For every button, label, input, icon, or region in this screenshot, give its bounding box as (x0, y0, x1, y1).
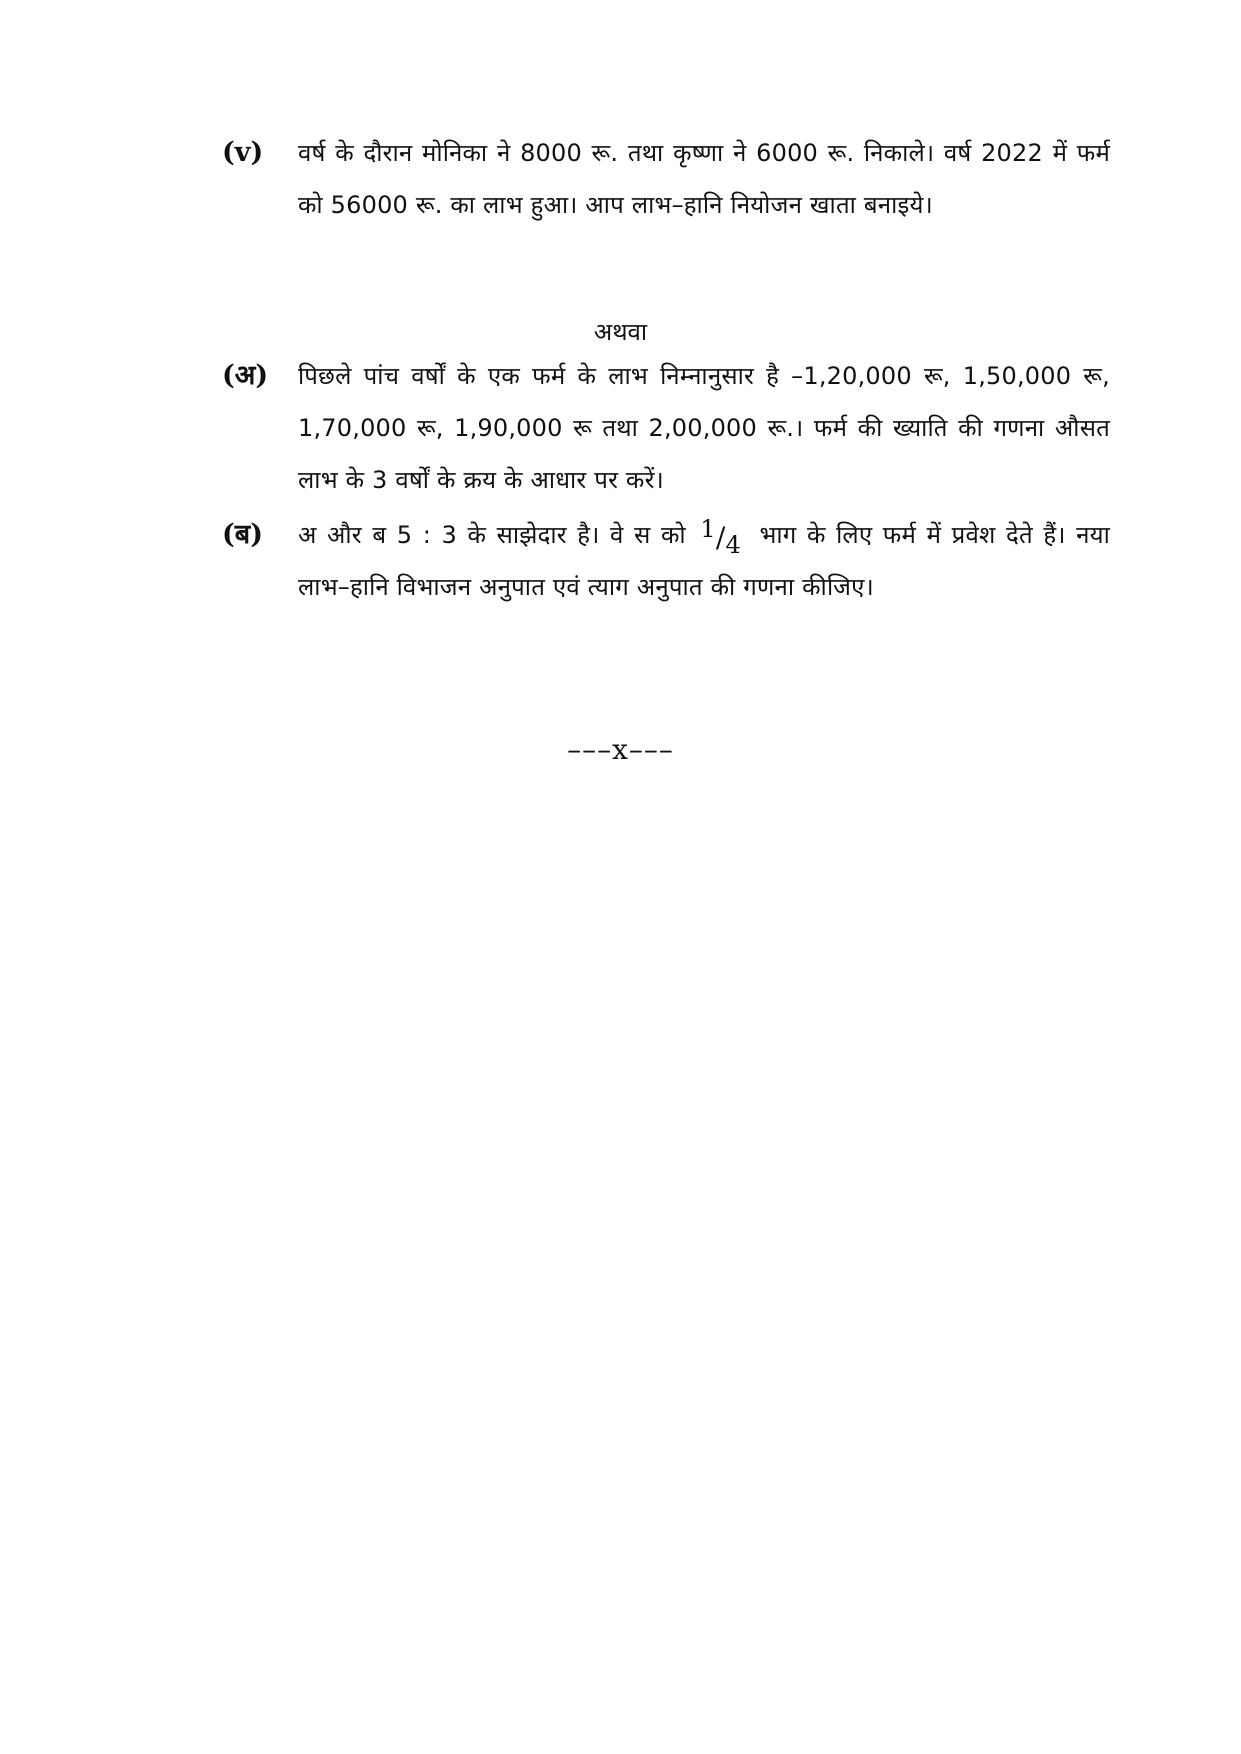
or-heading: अथवा (593, 318, 648, 346)
question-text-before: अ और ब 5 : 3 के साझेदार है। वे स को (298, 521, 686, 549)
question-label: (v) (222, 137, 264, 168)
question-text: पिछले पांच वर्षों के एक फर्म के लाभ निम्नानुसार है –1,20,000 रू, 1,50,000 रू, 1,70,000 रू, 1,90,000 रू तथा 2,00,000 रू.। फर्म की ख्याति की गणना औसत लाभ के 3 वर्षों के क्रय के आधार पर करें। (298, 362, 1110, 494)
question-text (298, 509, 1110, 613)
fraction: $^1/_4$ (700, 515, 741, 559)
question-label: (अ) (222, 360, 269, 391)
end-mark: –––x––– (567, 733, 674, 766)
fraction-numerator: 1 (700, 515, 716, 543)
question-text-after: भाग के लिए फर्म में प्रवेश देते हैं। नया लाभ–हानि विभाजन अनुपात एवं त्याग अनुपात की गणना कीजिए। (298, 521, 1110, 601)
question-text: वर्ष के दौरान मोनिका ने 8000 रू. तथा कृष्णा ने 6000 रू. निकाले। वर्ष 2022 में फर्म को 56000 रू. का लाभ हुआ। आप लाभ–हानि नियोजन खाता बनाइये। (298, 139, 1110, 219)
question-label: (ब) (222, 519, 263, 550)
fraction-denominator: 4 (725, 531, 741, 559)
